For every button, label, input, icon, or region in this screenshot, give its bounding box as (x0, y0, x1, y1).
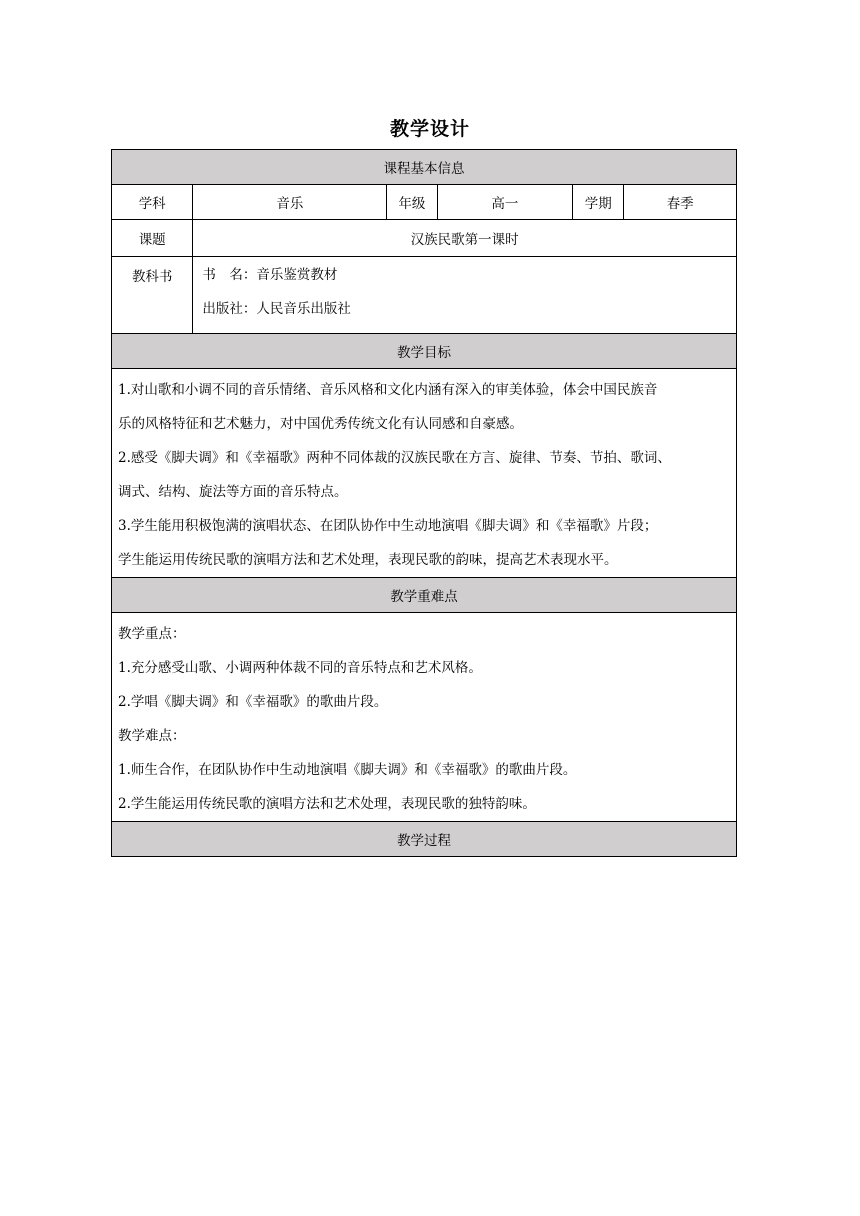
key-point-line: 2.学唱《脚夫调》和《幸福歌》的歌曲片段。 (118, 694, 388, 710)
topic-value: 汉族民歌第一课时 (193, 220, 737, 257)
term-value: 春季 (624, 185, 737, 220)
subject-value: 音乐 (193, 185, 387, 220)
grade-value: 高一 (437, 185, 573, 220)
basic-info-header: 课程基本信息 (112, 150, 737, 185)
key-point-line: 1.充分感受山歌、小调两种体裁不同的音乐特点和艺术风格。 (118, 660, 482, 676)
objective-line: 调式、结构、旋法等方面的音乐特点。 (118, 484, 348, 500)
topic-label: 课题 (112, 220, 193, 257)
book-publisher: 出版社：人民音乐出版社 (202, 301, 351, 317)
term-label: 学期 (573, 185, 624, 220)
key-point-line: 教学难点： (118, 728, 186, 744)
key-points-header: 教学重难点 (112, 578, 737, 613)
objective-line: 乐的风格特征和艺术魅力，对中国优秀传统文化有认同感和自豪感。 (118, 416, 523, 432)
key-point-line: 2.学生能运用传统民歌的演唱方法和艺术处理，表现民歌的独特韵味。 (118, 796, 536, 812)
objectives-header: 教学目标 (112, 334, 737, 369)
objective-line: 2.感受《脚夫调》和《幸福歌》两种不同体裁的汉族民歌在方言、旋律、节奏、节拍、歌词、 (118, 450, 671, 466)
textbook-info (193, 257, 737, 334)
book-name: 书 名：音乐鉴赏教材 (202, 267, 338, 283)
objectives-content (112, 369, 737, 578)
textbook-label: 教科书 (112, 257, 193, 334)
key-point-line: 1.师生合作，在团队协作中生动地演唱《脚夫调》和《幸福歌》的歌曲片段。 (118, 762, 577, 778)
subject-label: 学科 (112, 185, 193, 220)
key-point-line: 教学重点： (118, 626, 186, 642)
process-header: 教学过程 (112, 822, 737, 857)
grade-label: 年级 (387, 185, 437, 220)
document-title: 教学设计 (389, 118, 470, 140)
key-points-content (112, 613, 737, 822)
objective-line: 学生能运用传统民歌的演唱方法和艺术处理，表现民歌的韵味，提高艺术表现水平。 (118, 552, 618, 568)
objective-line: 3.学生能用积极饱满的演唱状态、在团队协作中生动地演唱《脚夫调》和《幸福歌》片段； (118, 518, 658, 534)
lesson-plan-table (111, 149, 737, 857)
objective-line: 1.对山歌和小调不同的音乐情绪、音乐风格和文化内涵有深入的审美体验，体会中国民族音 (118, 382, 658, 398)
